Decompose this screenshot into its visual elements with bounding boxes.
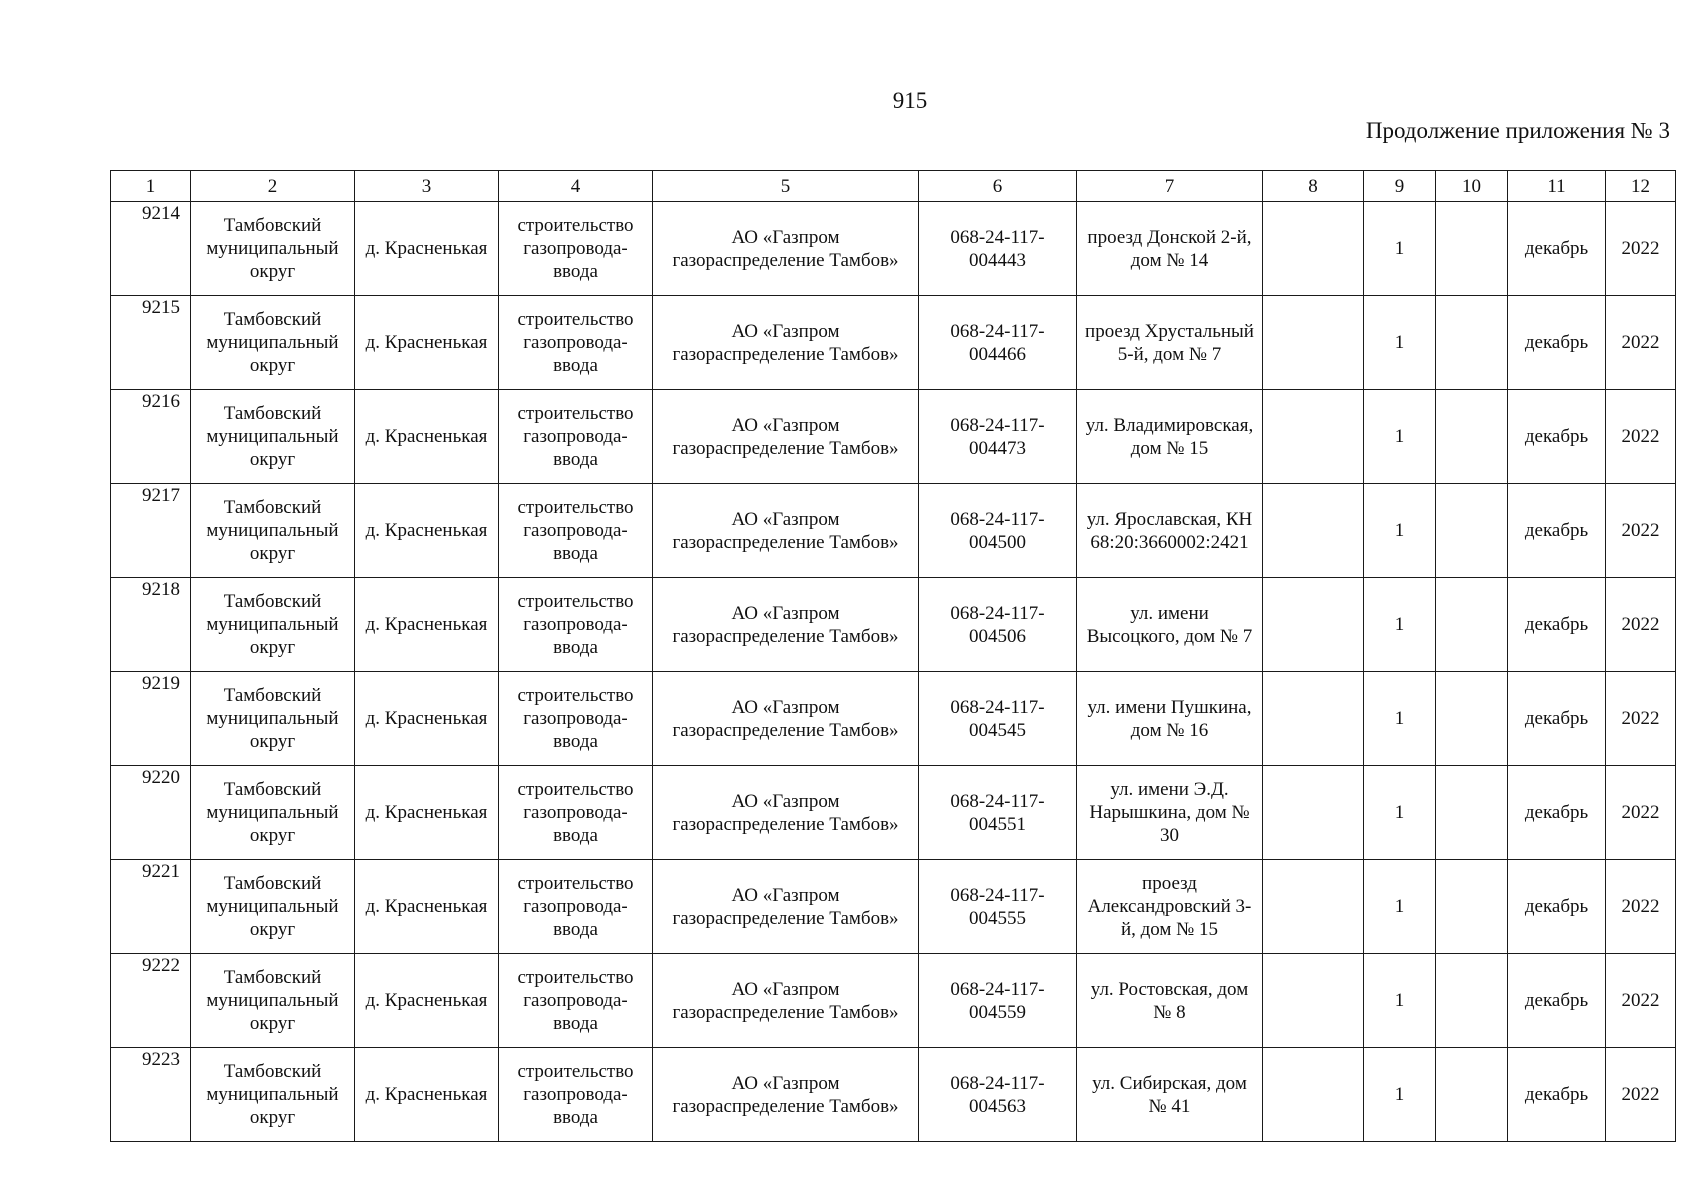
district-cell: Тамбовский муниципальный округ <box>191 578 355 672</box>
work-type-cell: строительство газопровода-ввода <box>499 954 653 1048</box>
column-10-cell <box>1436 202 1508 296</box>
code-cell: 068-24-117-004500 <box>919 484 1077 578</box>
organization-cell: АО «Газпром газораспределение Тамбов» <box>653 954 919 1048</box>
table-row <box>111 578 1676 672</box>
page-number: 915 <box>892 88 928 113</box>
row-number: 9216 <box>111 390 191 484</box>
year-cell: 2022 <box>1606 860 1676 954</box>
quantity-cell: 1 <box>1364 954 1436 1048</box>
quantity-cell: 1 <box>1364 578 1436 672</box>
quantity-cell: 1 <box>1364 296 1436 390</box>
organization-cell: АО «Газпром газораспределение Тамбов» <box>653 672 919 766</box>
column-header: 11 <box>1508 171 1606 202</box>
work-type-cell: строительство газопровода-ввода <box>499 202 653 296</box>
settlement-cell: д. Красненькая <box>355 860 499 954</box>
address-cell: ул. Ярославская, КН 68:20:3660002:2421 <box>1077 484 1263 578</box>
district-cell: Тамбовский муниципальный округ <box>191 766 355 860</box>
table-row <box>111 672 1676 766</box>
column-header: 5 <box>653 171 919 202</box>
year-cell: 2022 <box>1606 578 1676 672</box>
settlement-cell: д. Красненькая <box>355 202 499 296</box>
column-10-cell <box>1436 954 1508 1048</box>
year-cell: 2022 <box>1606 390 1676 484</box>
code-cell: 068-24-117-004466 <box>919 296 1077 390</box>
quantity-cell: 1 <box>1364 484 1436 578</box>
row-number: 9214 <box>111 202 191 296</box>
year-cell: 2022 <box>1606 1048 1676 1142</box>
column-header: 8 <box>1263 171 1364 202</box>
table-row <box>111 484 1676 578</box>
year-cell: 2022 <box>1606 672 1676 766</box>
organization-cell: АО «Газпром газораспределение Тамбов» <box>653 484 919 578</box>
row-number: 9217 <box>111 484 191 578</box>
code-cell: 068-24-117-004555 <box>919 860 1077 954</box>
table-row <box>111 202 1676 296</box>
continuation-note: Продолжение приложения № 3 <box>1365 118 1670 143</box>
district-cell: Тамбовский муниципальный округ <box>191 202 355 296</box>
month-cell: декабрь <box>1508 202 1606 296</box>
work-type-cell: строительство газопровода-ввода <box>499 296 653 390</box>
address-cell: ул. Владимировская, дом № 15 <box>1077 390 1263 484</box>
quantity-cell: 1 <box>1364 390 1436 484</box>
work-type-cell: строительство газопровода-ввода <box>499 390 653 484</box>
organization-cell: АО «Газпром газораспределение Тамбов» <box>653 202 919 296</box>
column-8-cell <box>1263 954 1364 1048</box>
district-cell: Тамбовский муниципальный округ <box>191 296 355 390</box>
column-header: 4 <box>499 171 653 202</box>
table-row <box>111 390 1676 484</box>
month-cell: декабрь <box>1508 1048 1606 1142</box>
year-cell: 2022 <box>1606 202 1676 296</box>
month-cell: декабрь <box>1508 578 1606 672</box>
table-row <box>111 954 1676 1048</box>
row-number: 9220 <box>111 766 191 860</box>
district-cell: Тамбовский муниципальный округ <box>191 672 355 766</box>
column-header: 6 <box>919 171 1077 202</box>
month-cell: декабрь <box>1508 954 1606 1048</box>
district-cell: Тамбовский муниципальный округ <box>191 390 355 484</box>
quantity-cell: 1 <box>1364 202 1436 296</box>
settlement-cell: д. Красненькая <box>355 766 499 860</box>
column-header: 7 <box>1077 171 1263 202</box>
table-row <box>111 296 1676 390</box>
address-cell: проезд Донской 2-й, дом № 14 <box>1077 202 1263 296</box>
column-header: 3 <box>355 171 499 202</box>
district-cell: Тамбовский муниципальный округ <box>191 484 355 578</box>
address-cell: ул. имени Пушкина, дом № 16 <box>1077 672 1263 766</box>
row-number: 9223 <box>111 1048 191 1142</box>
column-header: 1 <box>111 171 191 202</box>
address-cell: ул. Сибирская, дом № 41 <box>1077 1048 1263 1142</box>
code-cell: 068-24-117-004473 <box>919 390 1077 484</box>
settlement-cell: д. Красненькая <box>355 954 499 1048</box>
row-number: 9221 <box>111 860 191 954</box>
settlement-cell: д. Красненькая <box>355 296 499 390</box>
district-cell: Тамбовский муниципальный округ <box>191 860 355 954</box>
table-row <box>111 860 1676 954</box>
column-number-row <box>111 171 1676 202</box>
organization-cell: АО «Газпром газораспределение Тамбов» <box>653 390 919 484</box>
register-table <box>110 170 1676 1142</box>
year-cell: 2022 <box>1606 484 1676 578</box>
year-cell: 2022 <box>1606 954 1676 1048</box>
organization-cell: АО «Газпром газораспределение Тамбов» <box>653 1048 919 1142</box>
address-cell: ул. Ростовская, дом № 8 <box>1077 954 1263 1048</box>
quantity-cell: 1 <box>1364 766 1436 860</box>
column-10-cell <box>1436 484 1508 578</box>
column-10-cell <box>1436 672 1508 766</box>
settlement-cell: д. Красненькая <box>355 672 499 766</box>
column-8-cell <box>1263 766 1364 860</box>
month-cell: декабрь <box>1508 390 1606 484</box>
column-8-cell <box>1263 860 1364 954</box>
code-cell: 068-24-117-004545 <box>919 672 1077 766</box>
column-10-cell <box>1436 1048 1508 1142</box>
code-cell: 068-24-117-004551 <box>919 766 1077 860</box>
column-8-cell <box>1263 578 1364 672</box>
column-header: 2 <box>191 171 355 202</box>
work-type-cell: строительство газопровода-ввода <box>499 484 653 578</box>
settlement-cell: д. Красненькая <box>355 484 499 578</box>
column-header: 10 <box>1436 171 1508 202</box>
row-number: 9222 <box>111 954 191 1048</box>
code-cell: 068-24-117-004506 <box>919 578 1077 672</box>
work-type-cell: строительство газопровода-ввода <box>499 1048 653 1142</box>
column-10-cell <box>1436 390 1508 484</box>
table-row <box>111 766 1676 860</box>
row-number: 9219 <box>111 672 191 766</box>
column-10-cell <box>1436 578 1508 672</box>
organization-cell: АО «Газпром газораспределение Тамбов» <box>653 860 919 954</box>
work-type-cell: строительство газопровода-ввода <box>499 672 653 766</box>
address-cell: ул. имени Э.Д. Нарышкина, дом № 30 <box>1077 766 1263 860</box>
work-type-cell: строительство газопровода-ввода <box>499 860 653 954</box>
table-row <box>111 1048 1676 1142</box>
organization-cell: АО «Газпром газораспределение Тамбов» <box>653 578 919 672</box>
column-header: 9 <box>1364 171 1436 202</box>
settlement-cell: д. Красненькая <box>355 578 499 672</box>
district-cell: Тамбовский муниципальный округ <box>191 954 355 1048</box>
quantity-cell: 1 <box>1364 1048 1436 1142</box>
organization-cell: АО «Газпром газораспределение Тамбов» <box>653 296 919 390</box>
code-cell: 068-24-117-004559 <box>919 954 1077 1048</box>
column-8-cell <box>1263 672 1364 766</box>
quantity-cell: 1 <box>1364 860 1436 954</box>
column-8-cell <box>1263 1048 1364 1142</box>
column-8-cell <box>1263 202 1364 296</box>
year-cell: 2022 <box>1606 766 1676 860</box>
month-cell: декабрь <box>1508 296 1606 390</box>
district-cell: Тамбовский муниципальный округ <box>191 1048 355 1142</box>
year-cell: 2022 <box>1606 296 1676 390</box>
address-cell: проезд Александровский 3-й, дом № 15 <box>1077 860 1263 954</box>
month-cell: декабрь <box>1508 672 1606 766</box>
settlement-cell: д. Красненькая <box>355 390 499 484</box>
column-10-cell <box>1436 296 1508 390</box>
code-cell: 068-24-117-004563 <box>919 1048 1077 1142</box>
column-10-cell <box>1436 860 1508 954</box>
settlement-cell: д. Красненькая <box>355 1048 499 1142</box>
row-number: 9218 <box>111 578 191 672</box>
month-cell: декабрь <box>1508 484 1606 578</box>
code-cell: 068-24-117-004443 <box>919 202 1077 296</box>
column-header: 12 <box>1606 171 1676 202</box>
column-8-cell <box>1263 484 1364 578</box>
address-cell: ул. имени Высоцкого, дом № 7 <box>1077 578 1263 672</box>
row-number: 9215 <box>111 296 191 390</box>
work-type-cell: строительство газопровода-ввода <box>499 766 653 860</box>
organization-cell: АО «Газпром газораспределение Тамбов» <box>653 766 919 860</box>
column-10-cell <box>1436 766 1508 860</box>
address-cell: проезд Хрустальный 5-й, дом № 7 <box>1077 296 1263 390</box>
column-8-cell <box>1263 390 1364 484</box>
column-8-cell <box>1263 296 1364 390</box>
work-type-cell: строительство газопровода-ввода <box>499 578 653 672</box>
quantity-cell: 1 <box>1364 672 1436 766</box>
month-cell: декабрь <box>1508 766 1606 860</box>
month-cell: декабрь <box>1508 860 1606 954</box>
